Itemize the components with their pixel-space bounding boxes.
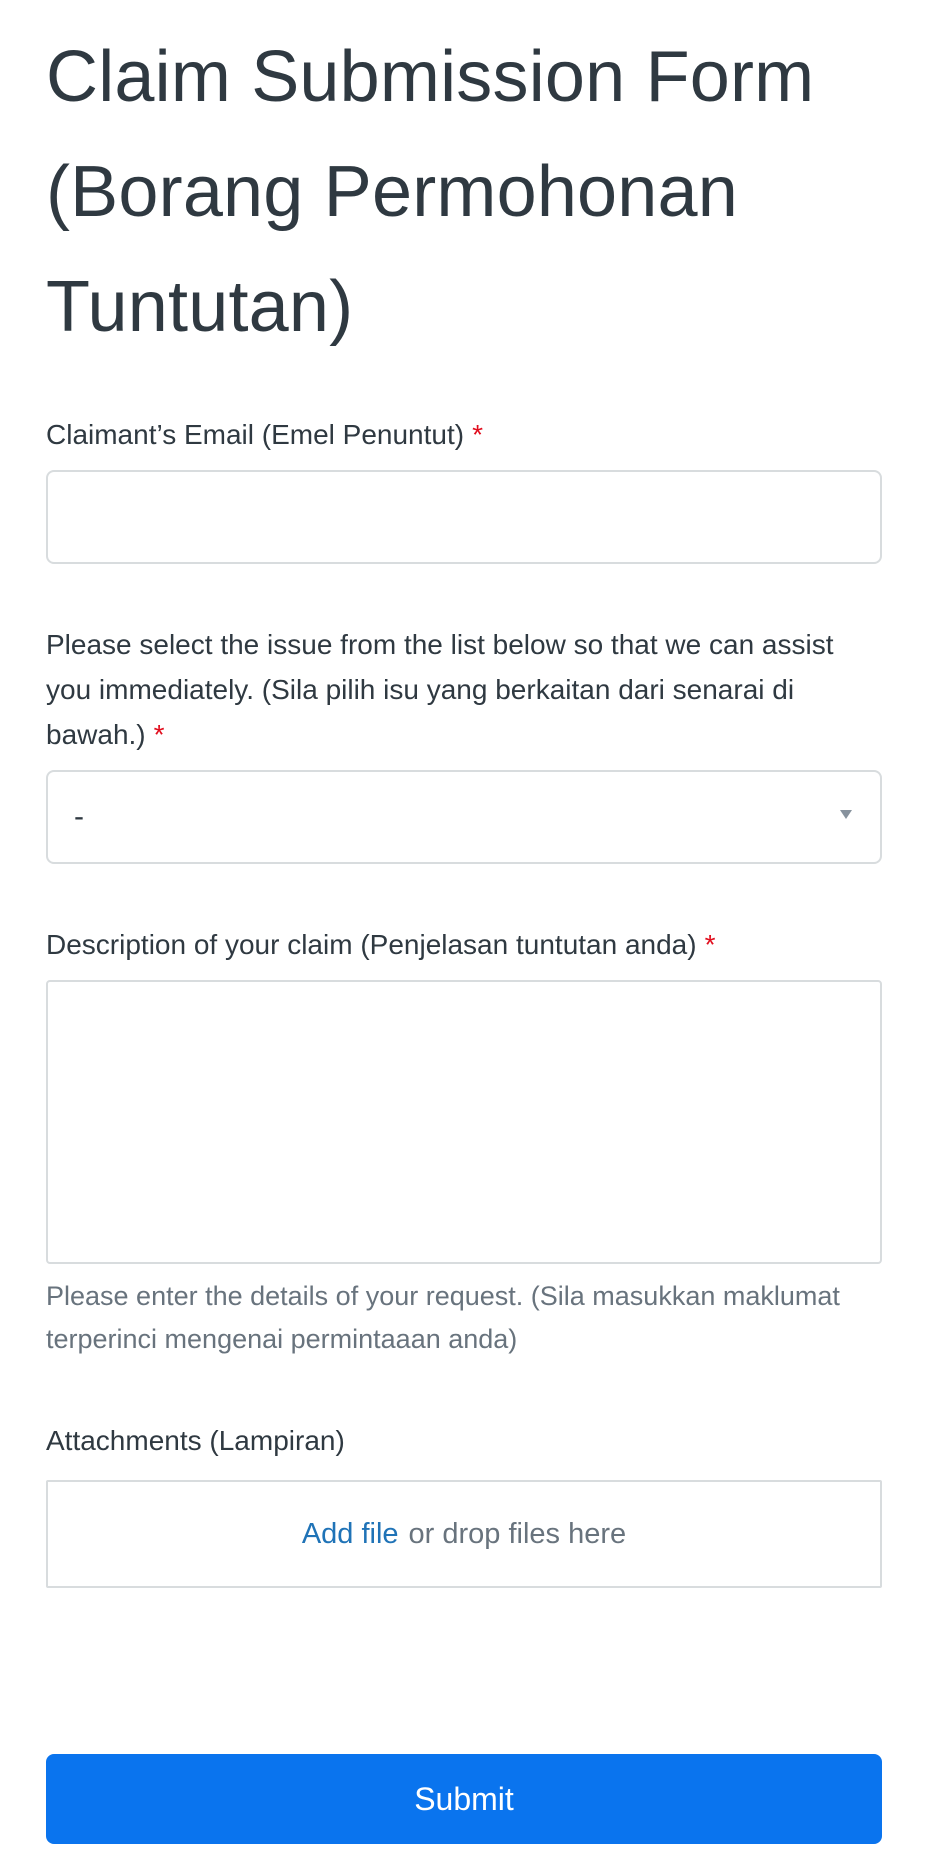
email-field[interactable] bbox=[46, 470, 882, 564]
required-marker: * bbox=[472, 419, 483, 450]
email-label bbox=[46, 412, 886, 457]
required-marker: * bbox=[153, 719, 165, 750]
description-hint: Please enter the details of your request. (Sila masukkan maklumat terperinci mengenai permintaaan anda) bbox=[46, 1281, 840, 1354]
issue-select[interactable] bbox=[46, 770, 882, 864]
description-label bbox=[46, 922, 886, 967]
issue-label-text: Please select the issue from the list below so that we can assist you immediately. (Sila pilih isu yang berkaitan dari senarai di bawah.) bbox=[46, 629, 834, 750]
add-file-link[interactable]: Add file bbox=[301, 1517, 399, 1550]
issue-label bbox=[46, 622, 886, 757]
description-textarea[interactable] bbox=[46, 980, 882, 1264]
required-marker: * bbox=[704, 929, 716, 960]
page-title: Claim Submission Form (Borang Permohonan Tuntutan) bbox=[46, 37, 815, 347]
chevron-down-icon bbox=[840, 810, 852, 819]
submit-button[interactable]: Submit bbox=[46, 1754, 882, 1844]
issue-selected-value: - bbox=[74, 800, 84, 833]
attachments-label: Attachments (Lampiran) bbox=[46, 1425, 345, 1456]
attachments-dropzone[interactable] bbox=[46, 1480, 882, 1588]
drop-files-text: or drop files here bbox=[408, 1517, 627, 1550]
email-label-text: Claimant’s Email (Emel Penuntut) bbox=[46, 419, 465, 450]
description-label-text: Description of your claim (Penjelasan tuntutan anda) bbox=[46, 929, 697, 960]
